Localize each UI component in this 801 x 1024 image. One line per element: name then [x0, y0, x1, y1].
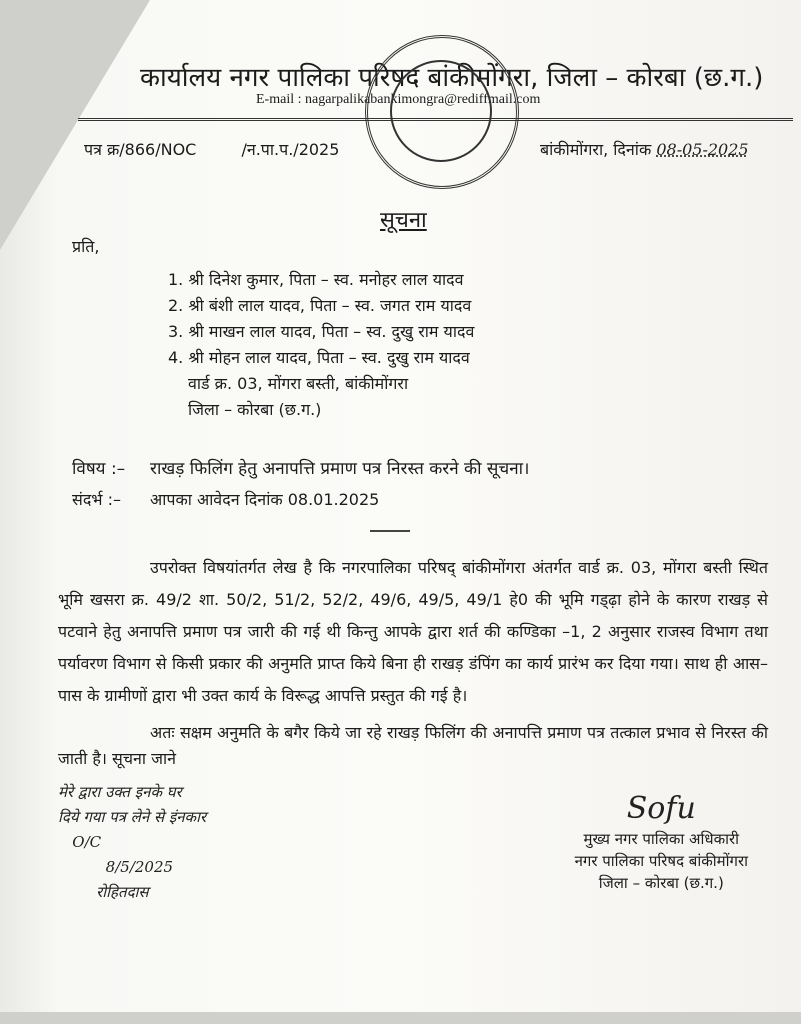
- signature-column: [575, 780, 748, 894]
- folded-corner: [0, 0, 150, 250]
- closing-section: [58, 780, 768, 905]
- notice-heading: सूचना: [380, 208, 427, 233]
- recipient: 2. श्री बंशी लाल यादव, पिता – स्व. जगत राम यादव: [168, 296, 472, 315]
- address-line: जिला – कोरबा (छ.ग.): [188, 400, 322, 419]
- body-paragraph: अतः सक्षम अनुमति के बगैर किये जा रहे राखड़ फिलिंग की अनापत्ति प्रमाण पत्र तत्काल प्रभाव से निरस्त की जाती है। सूचना जाने: [58, 723, 768, 768]
- context-label: संदर्भ :–: [72, 490, 122, 509]
- place-date: बांकीमोंगरा, दिनांक 08-05-2025: [540, 140, 749, 159]
- letterhead-title: कार्यालय नगर पालिका परिषद बांकीमोंगरा, जिला – कोरबा (छ.ग.): [140, 63, 764, 93]
- signatory-block: मुख्य नगर पालिका अधिकारी नगर पालिका परिषद बांकीमोंगरा जिला – कोरबा (छ.ग.): [574, 830, 748, 892]
- body-paragraph: उपरोक्त विषयांतर्गत लेख है कि नगरपालिका परिषद् बांकीमोंगरा अंतर्गत वार्ड क्र. 03, मोंगरा बस्ती स्थित भूमि खसरा क्र. 49/2 शा. 50/2, 51/2, 52/2, 49/6, 49/5, 49/1 हे0 की भूमि गड्ढ़ा होने के कारण राखड़ से पटवाने हेतु अनापत्ति प्रमाण पत्र जारी की गई थी किन्तु आपके द्वारा शर्त की कण्डिका –1, 2 अनुसार राजस्व विभाग तथा पर्यावरण विभाग से किसी प्रकार की अनुमति प्राप्त किये बिना ही राखड़ डंपिंग का कार्य प्रारंभ कर दिया गया। साथ ही आस–पास के ग्रामीणों द्वारा भी उक्त कार्य के विरूद्ध आपत्ति प्रस्तुत की गई है।: [58, 558, 768, 705]
- recipient: 4. श्री मोहन लाल यादव, पिता – स्व. दुखु राम यादव: [168, 348, 470, 367]
- separator: [370, 530, 410, 532]
- signature: Sofu: [626, 791, 696, 826]
- recipient: 1. श्री दिनेश कुमार, पिता – स्व. मनोहर लाल यादव: [168, 270, 464, 289]
- page-edge: [0, 1012, 801, 1024]
- reference-number: पत्र क्र/866/NOC /न.पा.प./2025: [84, 140, 340, 159]
- subject-label: विषय :–: [72, 459, 126, 479]
- handwritten-note: मेरे द्वारा उक्त इनके घर दिये गया पत्र लेने से इंनकार O/C 8/5/2025 रोहितदास: [58, 783, 207, 901]
- recipient: 3. श्री माखन लाल यादव, पिता – स्व. दुखु राम यादव: [168, 322, 475, 341]
- letter-body: [58, 552, 768, 905]
- context-text: आपका आवेदन दिनांक 08.01.2025: [150, 490, 380, 509]
- letterhead-email: E-mail : nagarpalikabankimongra@rediffmail.com: [256, 92, 541, 107]
- office-seal: [365, 35, 519, 189]
- subject-text: राखड़ फिलिंग हेतु अनापत्ति प्रमाण पत्र निरस्त करने की सूचना।: [150, 459, 530, 479]
- address-line: वार्ड क्र. 03, मोंगरा बस्ती, बांकीमोंगरा: [188, 374, 409, 393]
- to-label: प्रति,: [72, 237, 100, 256]
